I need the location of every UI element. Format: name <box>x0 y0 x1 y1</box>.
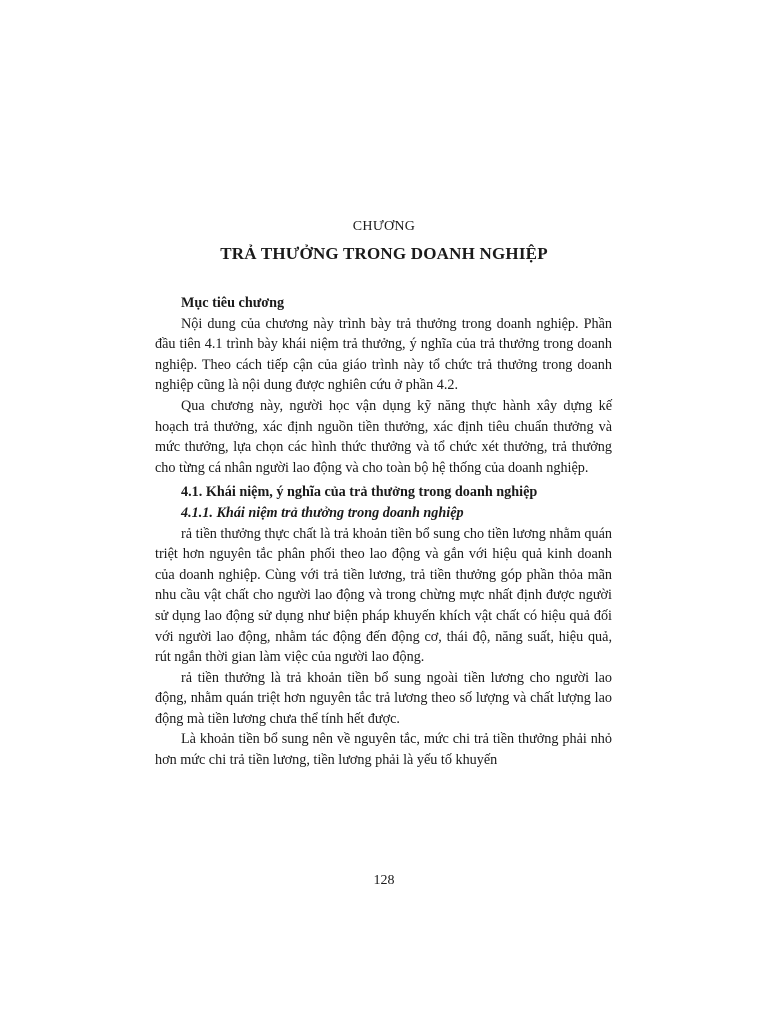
chapter-title: TRẢ THƯỞNG TRONG DOANH NGHIỆP <box>220 244 548 263</box>
subsection-heading: 4.1.1. Khái niệm trả thưởng trong doanh nghiệp <box>181 504 464 521</box>
section-paragraph-2: rả tiền thưởng là trả khoản tiền bổ sung ngoài tiền lương cho người lao động, nhằm quán triệt hơn nguyên tắc trả lương theo số lượng và chất lượng lao động mà tiền lương chưa thể tính hết được. <box>155 669 612 727</box>
objectives-paragraph-1: Nội dung của chương này trình bày trả thưởng trong doanh nghiệp. Phần đầu tiên 4.1 trình bày khái niệm trả thưởng, ý nghĩa của trả thưởng trong doanh nghiệp. Theo cách tiếp cận của giáo trình này tổ chức trả thưởng trong doanh nghiệp cũng là nội dung được nghiên cứu ở phần 4.2. <box>155 315 612 394</box>
section-paragraph-1: rả tiền thưởng thực chất là trả khoản tiền bổ sung cho tiền lương nhằm quán triệt hơn nguyên tắc phân phối theo lao động và gắn với hiệu quả kinh doanh của doanh nghiệp. Cùng với trả tiền lương, trả tiền thưởng góp phần thỏa mãn nhu cầu vật chất cho người lao động và trong chừng mực nhất định được người sử dụng lao động sử dụng như biện pháp khuyến khích vật chất có hiệu quả đối với người lao động, nhằm tác động đến động cơ, thái độ, năng suất, hiệu quả, rút ngắn thời gian làm việc của người lao động. <box>155 525 612 666</box>
chapter-label: CHƯƠNG <box>352 219 416 234</box>
objectives-heading: Mục tiêu chương <box>181 295 285 311</box>
section-heading: 4.1. Khái niệm, ý nghĩa của trả thưởng trong doanh nghiệp <box>181 484 538 501</box>
section-paragraph-3: Là khoản tiền bổ sung nên về nguyên tắc, mức chi trả tiền thưởng phải nhỏ hơn mức chi trả tiền lương, tiền lương phải là yếu tố khuyến <box>155 731 612 769</box>
body-text <box>155 293 612 771</box>
page-number: 128 <box>373 873 395 888</box>
objectives-paragraph-2: Qua chương này, người học vận dụng kỹ năng thực hành xây dựng kế hoạch trả thưởng, xác định nguồn tiền thưởng, xác định tiêu chuẩn thưởng và mức thưởng, lựa chọn các hình thức thưởng và tổ chức xét thưởng, trả thưởng cho từng cá nhân người lao động và cho toàn bộ hệ thống của doanh nghiệp. <box>155 397 612 476</box>
